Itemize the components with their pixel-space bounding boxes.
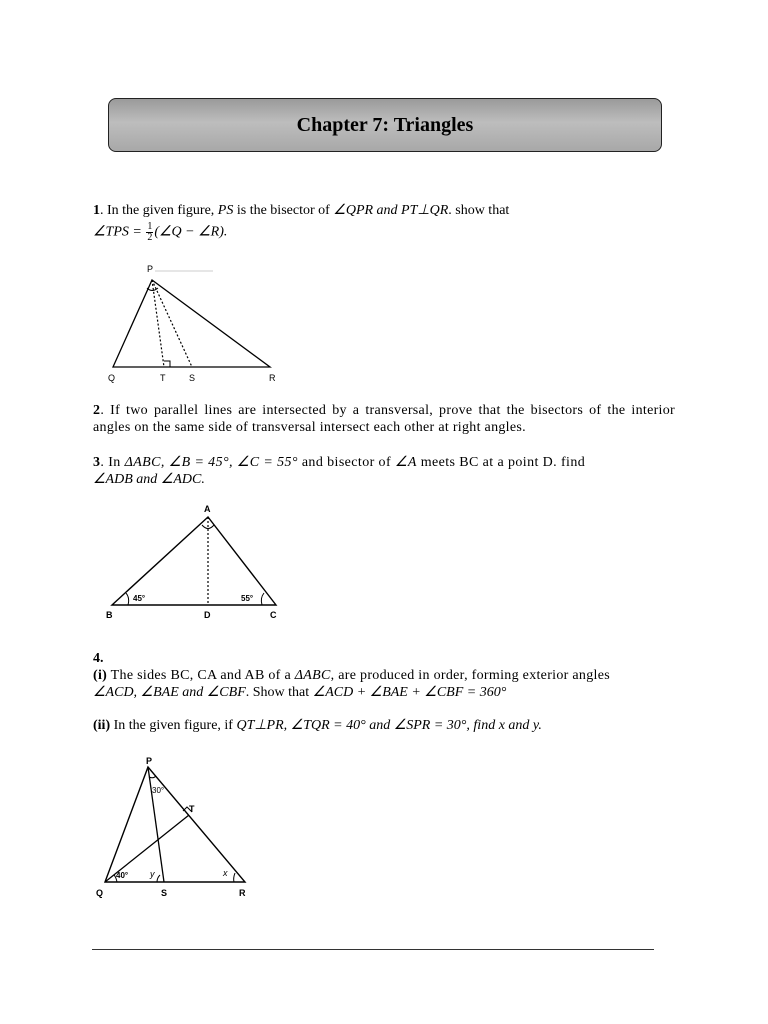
fraction-half: $\frac{1}{2}$ (147, 221, 153, 243)
figure-1-triangle-pqr (100, 262, 290, 387)
label-angle-q: 40° (116, 871, 129, 880)
label-x: x (223, 868, 228, 878)
label-t: T (189, 804, 195, 814)
question-number: 1 (93, 203, 100, 218)
angle-arc-p (149, 776, 156, 778)
label-a: A (204, 504, 211, 514)
question-1-line-2: ∠TPS = $\frac{1}{2}$ (∠Q − ∠R). (93, 221, 228, 243)
label-t: T (160, 373, 166, 383)
question-4-part-ii: (ii) In the given figure, if QT⊥PR, ∠TQR = 40° and ∠SPR = 30°, find x and y. (93, 718, 542, 733)
figure-2-triangle-abc (100, 500, 290, 625)
label-p: P (147, 264, 154, 274)
question-1 (93, 202, 675, 243)
question-number: 4. (93, 651, 104, 666)
question-number: 3 (93, 455, 101, 470)
label-s: S (189, 373, 196, 383)
right-angle-mark (164, 361, 170, 367)
chapter-banner (108, 98, 662, 152)
figure-3-triangle-pqr (95, 755, 265, 900)
label-angle-b: 45° (133, 594, 146, 603)
angle-arc-b (126, 593, 129, 605)
question-4 (93, 650, 675, 734)
angle-arc-c (261, 593, 264, 605)
line-pt (152, 280, 164, 367)
angle-arc-s (157, 875, 160, 882)
footer-divider (92, 949, 654, 950)
question-1-line-1: 1. In the given figure, PS is the bisector of ∠QPR and PT⊥QR. show that (93, 203, 510, 218)
line-ps (152, 280, 192, 367)
angle-arc-r (234, 873, 235, 882)
label-y: y (150, 869, 155, 879)
question-number: 2 (93, 403, 101, 418)
question-4-part-i-line-1: (i) The sides BC, CA and AB of a ΔABC, are produced in order, forming exterior angles (93, 668, 610, 683)
question-2: 2. If two parallel lines are intersected by a transversal, prove that the bisectors of the interior angles on the same side of transversal intersect each other at right angles. (93, 403, 675, 435)
label-d: D (204, 610, 211, 620)
label-angle-c: 55° (241, 594, 254, 603)
question-3 (93, 454, 675, 488)
label-q: Q (96, 888, 104, 898)
label-q: Q (108, 373, 116, 383)
label-angle-p: 30° (152, 786, 165, 795)
chapter-title: Chapter 7: Triangles (296, 113, 474, 136)
label-b: B (106, 610, 113, 620)
triangle-pqr-outline (113, 280, 270, 367)
question-3-line-1: 3. In ΔABC, ∠B = 45°, ∠C = 55° and bisector of ∠A meets BC at a point D. find (93, 455, 586, 470)
label-r: R (269, 373, 276, 383)
line-ps (148, 767, 164, 882)
triangle-abc-outline (112, 517, 276, 605)
label-p: P (146, 756, 153, 766)
label-s: S (161, 888, 168, 898)
label-c: C (270, 610, 277, 620)
question-3-line-2: ∠ADB and ∠ADC. (93, 472, 205, 487)
question-4-part-i-line-2: ∠ACD, ∠BAE and ∠CBF. Show that ∠ACD + ∠BAE + ∠CBF = 360° (93, 685, 507, 700)
label-r: R (239, 888, 246, 898)
